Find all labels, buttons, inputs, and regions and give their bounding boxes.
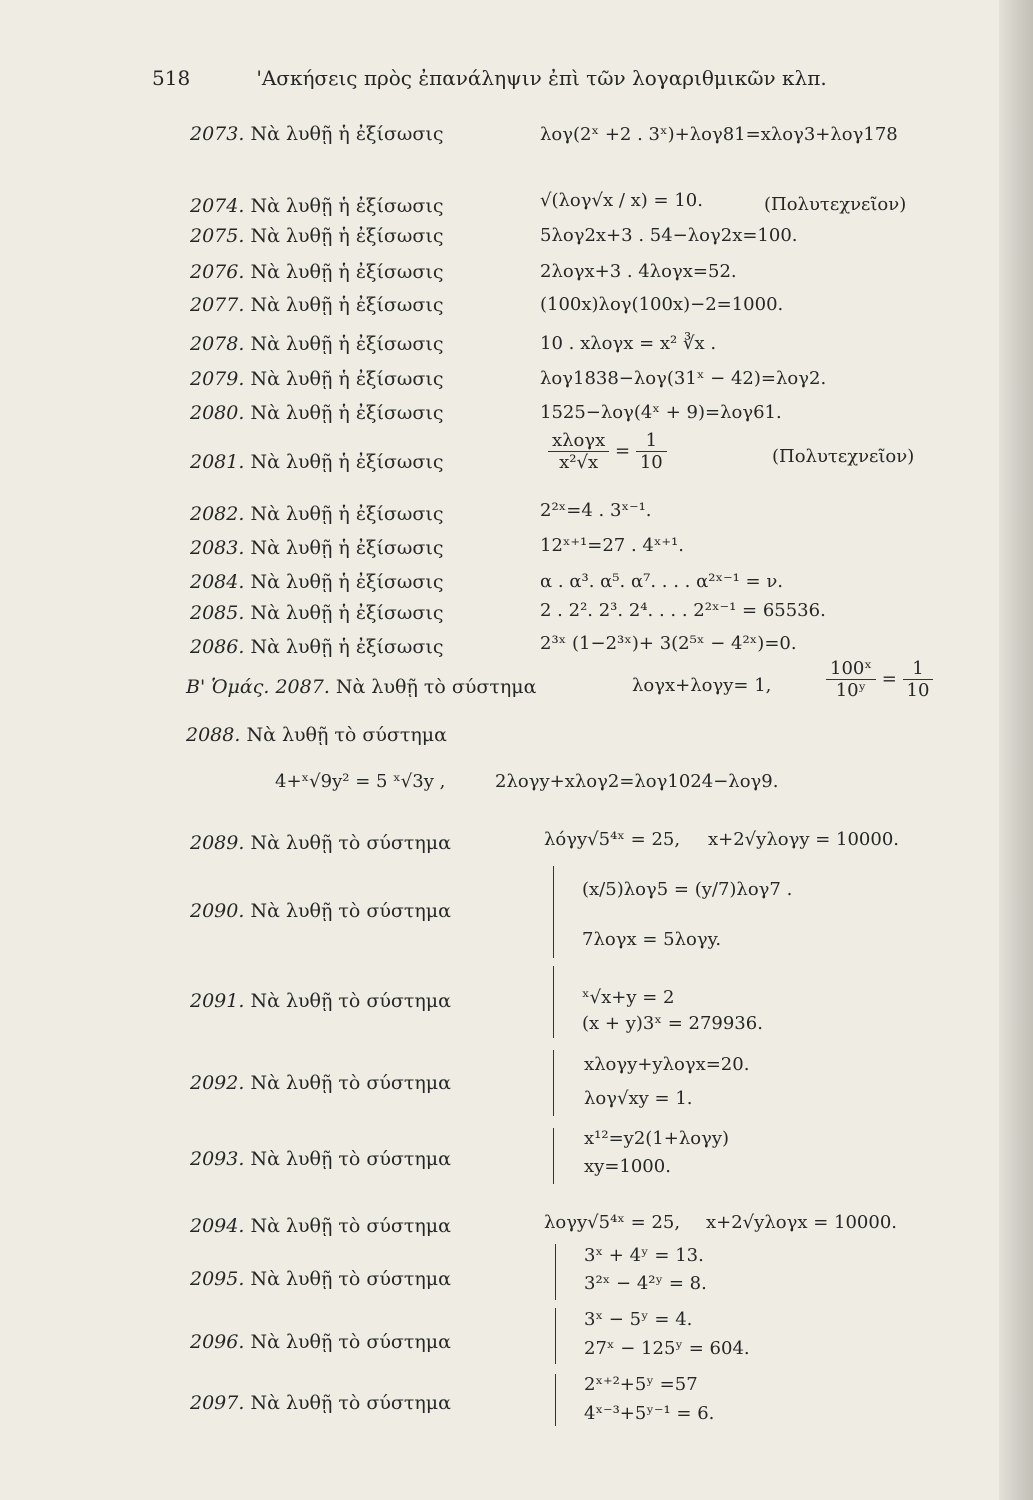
equation-2087-b: [826, 658, 933, 701]
exercise-number: 2078.: [190, 333, 245, 355]
equation-2092-b: λογ√xy = 1.: [584, 1088, 693, 1109]
exercise-2074: [190, 195, 443, 217]
exercise-number: 2077.: [190, 294, 245, 316]
equation-2088-b: 2λογy+xλογ2=λογ1024−λογ9.: [495, 771, 779, 792]
equation-2076: 2λογx+3 . 4λογx=52.: [540, 261, 737, 282]
equation-2095-b: 3²ˣ − 4²ʸ = 8.: [584, 1273, 707, 1294]
exercise-prompt: Νὰ λυθῇ ἡ ἐξίσωσις: [250, 195, 444, 217]
fraction-bottom: 10: [906, 680, 930, 701]
system-brace: [553, 1050, 564, 1116]
equation-2097-b: 4ˣ⁻³+5ʸ⁻¹ = 6.: [584, 1403, 715, 1424]
page-number: 518: [152, 66, 191, 90]
equation-2091-b: (x + y)3ˣ = 279936.: [582, 1013, 763, 1034]
equation-2084: α . α³. α⁵. α⁷. . . . α²ˣ⁻¹ = ν.: [540, 571, 783, 592]
equation-2096-b: 27ˣ − 125ʸ = 604.: [584, 1338, 750, 1359]
exercise-number: 2085.: [190, 602, 245, 624]
equation-2086: 2³ˣ (1−2³ˣ)+ 3(2⁵ˣ − 4²ˣ)=0.: [540, 633, 797, 654]
fraction-top: 1: [636, 430, 667, 452]
page-header: [152, 66, 827, 90]
exercise-2076: [190, 261, 443, 283]
fraction-top: 1: [903, 658, 934, 680]
exercise-2092: [190, 1072, 451, 1094]
exercise-prompt: Νὰ λυθῇ τὸ σύστημα: [250, 1072, 451, 1094]
equation-2088-a: 4+ˣ√9y² = 5 ˣ√3y ,: [275, 771, 446, 792]
fraction-rhs: [636, 430, 667, 473]
equation-2097-a: 2ˣ⁺²+5ʸ =57: [584, 1374, 698, 1395]
exercise-2078: [190, 333, 443, 355]
exercise-number: 2088.: [186, 724, 241, 746]
exercise-prompt: Νὰ λυθῇ τὸ σύστημα: [250, 1268, 451, 1290]
equation-2078: 10 . xλογx = x² ∛x .: [540, 333, 717, 354]
exercise-2093: [190, 1148, 451, 1170]
equation-2081: [548, 430, 667, 473]
equation-2090-b: 7λογx = 5λογy.: [582, 929, 722, 950]
system-brace: [553, 966, 564, 1038]
exercise-number: 2091.: [190, 990, 245, 1012]
equation-2080: 1525−λογ(4ˣ + 9)=λογ61.: [540, 402, 782, 423]
equation-2095-a: 3ˣ + 4ʸ = 13.: [584, 1245, 704, 1266]
exercise-number: 2081.: [190, 451, 245, 473]
exercise-number: 2089.: [190, 832, 245, 854]
exercise-number: 2080.: [190, 402, 245, 424]
exercise-2091: [190, 990, 451, 1012]
equals-sign: =: [881, 668, 903, 690]
equation-2089-a: λόγy√5⁴ˣ = 25,: [544, 829, 681, 850]
exercise-number: 2095.: [190, 1268, 245, 1290]
equation-2085: 2 . 2². 2³. 2⁴. . . . 2²ˣ⁻¹ = 65536.: [540, 600, 826, 621]
exercise-prompt: Νὰ λυθῇ ἡ ἐξίσωσις: [250, 402, 444, 424]
equation-2083: 12ˣ⁺¹=27 . 4ˣ⁺¹.: [540, 535, 684, 556]
fraction-lhs: [826, 658, 876, 701]
fraction-bottom: 10: [639, 452, 663, 473]
equation-2079: λογ1838−λογ(31ˣ − 42)=λογ2.: [540, 368, 827, 389]
system-brace: [553, 1128, 564, 1184]
exercise-prompt: Νὰ λυθῇ ἡ ἐξίσωσις: [250, 537, 444, 559]
exercise-2084: [190, 571, 443, 593]
page-title: 'Ασκήσεις πρὸς ἐπανάληψιν ἐπὶ τῶν λογαριθμικῶν κλπ.: [256, 66, 827, 90]
exercise-prompt: Νὰ λυθῇ ἡ ἐξίσωσις: [250, 636, 444, 658]
exercise-2088: [186, 724, 447, 746]
fraction-bottom: 10ʸ: [835, 680, 867, 701]
exercise-prompt: Νὰ λυθῇ τὸ σύστημα: [250, 1392, 451, 1414]
exercise-2079: [190, 368, 443, 390]
exercise-2073: [190, 123, 443, 145]
exercise-number: 2086.: [190, 636, 245, 658]
exercise-number: 2094.: [190, 1215, 245, 1237]
equation-2087-a: λογx+λογy= 1,: [632, 675, 772, 696]
exercise-prompt: Νὰ λυθῇ τὸ σύστημα: [250, 1331, 451, 1353]
system-brace: [555, 1374, 566, 1426]
exercise-2090: [190, 900, 451, 922]
exercise-prompt: Νὰ λυθῇ ἡ ἐξίσωσις: [250, 451, 444, 473]
exercise-2087: [186, 676, 536, 698]
exercise-2077: [190, 294, 443, 316]
equation-2090-a: (x/5)λογ5 = (y/7)λογ7 .: [582, 879, 793, 900]
equation-2077: (100x)λογ(100x)−2=1000.: [540, 294, 784, 315]
equals-sign: =: [615, 440, 636, 462]
exercise-number: 2092.: [190, 1072, 245, 1094]
exercise-2095: [190, 1268, 451, 1290]
fraction-top: xλογx: [548, 430, 609, 452]
exercise-2096: [190, 1331, 451, 1353]
exercise-prompt: Νὰ λυθῇ ἡ ἐξίσωσις: [250, 368, 444, 390]
exercise-number: 2083.: [190, 537, 245, 559]
equation-2094-a: λογy√5⁴ˣ = 25,: [544, 1212, 681, 1233]
exercise-2086: [190, 636, 443, 658]
system-brace: [553, 866, 564, 958]
exercise-prompt: Νὰ λυθῇ ἡ ἐξίσωσις: [250, 333, 444, 355]
exercise-2080: [190, 402, 443, 424]
exercise-prompt: Νὰ λυθῇ τὸ σύστημα: [250, 900, 451, 922]
system-brace: [555, 1244, 566, 1300]
exercise-prompt: Νὰ λυθῇ ἡ ἐξίσωσις: [250, 602, 444, 624]
exercise-number: 2097.: [190, 1392, 245, 1414]
equation-2094-b: x+2√yλογx = 10000.: [706, 1212, 897, 1233]
exercise-number: 2079.: [190, 368, 245, 390]
exercise-2097: [190, 1392, 451, 1414]
equation-2093-a: x¹²=y2(1+λογy): [584, 1128, 730, 1149]
scan-edge: [999, 0, 1033, 1500]
exercise-prompt: Νὰ λυθῇ τὸ σύστημα: [250, 990, 451, 1012]
fraction-bottom: x²√x: [559, 452, 599, 473]
note-2081: (Πολυτεχνεῖον): [772, 446, 915, 467]
exercise-prompt: Νὰ λυθῇ ἡ ἐξίσωσις: [250, 261, 444, 283]
equation-2093-b: xy=1000.: [584, 1156, 671, 1177]
exercise-2089: [190, 832, 451, 854]
exercise-number: 2082.: [190, 503, 245, 525]
exercise-prompt: Νὰ λυθῇ τὸ σύστημα: [246, 724, 447, 746]
system-brace: [555, 1308, 566, 1364]
equation-2089-b: x+2√yλογy = 10000.: [708, 829, 900, 850]
exercise-number: 2074.: [190, 195, 245, 217]
exercise-2083: [190, 537, 443, 559]
equation-2091-a: ˣ√x+y = 2: [582, 987, 675, 1008]
exercise-number: 2093.: [190, 1148, 245, 1170]
exercise-number: 2087.: [275, 676, 330, 698]
fraction-top: 100ˣ: [826, 658, 876, 680]
equation-2073: λογ(2ˣ +2 . 3ˣ)+λογ81=xλογ3+λογ178: [540, 124, 898, 145]
exercise-number: 2073.: [190, 123, 245, 145]
exercise-number: 2076.: [190, 261, 245, 283]
exercise-2082: [190, 503, 443, 525]
equation-2074: √(λογ√x / x) = 10.: [540, 190, 703, 211]
exercise-number: 2096.: [190, 1331, 245, 1353]
exercise-prompt: Νὰ λυθῇ ἡ ἐξίσωσις: [250, 571, 444, 593]
note-2074: (Πολυτεχνεῖον): [764, 194, 907, 215]
equation-2096-a: 3ˣ − 5ʸ = 4.: [584, 1309, 693, 1330]
exercise-number: 2075.: [190, 225, 245, 247]
exercise-2075: [190, 225, 443, 247]
exercise-2094: [190, 1215, 451, 1237]
exercise-prompt: Νὰ λυθῇ ἡ ἐξίσωσις: [250, 225, 444, 247]
equation-2082: 2²ˣ=4 . 3ˣ⁻¹.: [540, 500, 652, 521]
exercise-2085: [190, 602, 443, 624]
exercise-prompt: Νὰ λυθῇ τὸ σύστημα: [250, 1215, 451, 1237]
exercise-number: 2084.: [190, 571, 245, 593]
exercise-prompt: Νὰ λυθῇ τὸ σύστημα: [250, 1148, 451, 1170]
exercise-prompt: Νὰ λυθῇ τὸ σύστημα: [250, 832, 451, 854]
equation-2075: 5λογ2x+3 . 54−λογ2x=100.: [540, 225, 798, 246]
exercise-number: 2090.: [190, 900, 245, 922]
fraction-lhs: [548, 430, 609, 473]
fraction-rhs: [903, 658, 934, 701]
exercise-prompt: Νὰ λυθῇ ἡ ἐξίσωσις: [250, 294, 444, 316]
exercise-2081: [190, 451, 443, 473]
group-label: Β' Ὁμάς.: [186, 676, 270, 698]
equation-2092-a: xλογy+yλογx=20.: [584, 1054, 750, 1075]
exercise-prompt: Νὰ λυθῇ τὸ σύστημα: [335, 676, 537, 698]
exercise-prompt: Νὰ λυθῇ ἡ ἐξίσωσις: [250, 503, 444, 525]
exercise-prompt: Νὰ λυθῇ ἡ ἐξίσωσις: [250, 123, 444, 145]
